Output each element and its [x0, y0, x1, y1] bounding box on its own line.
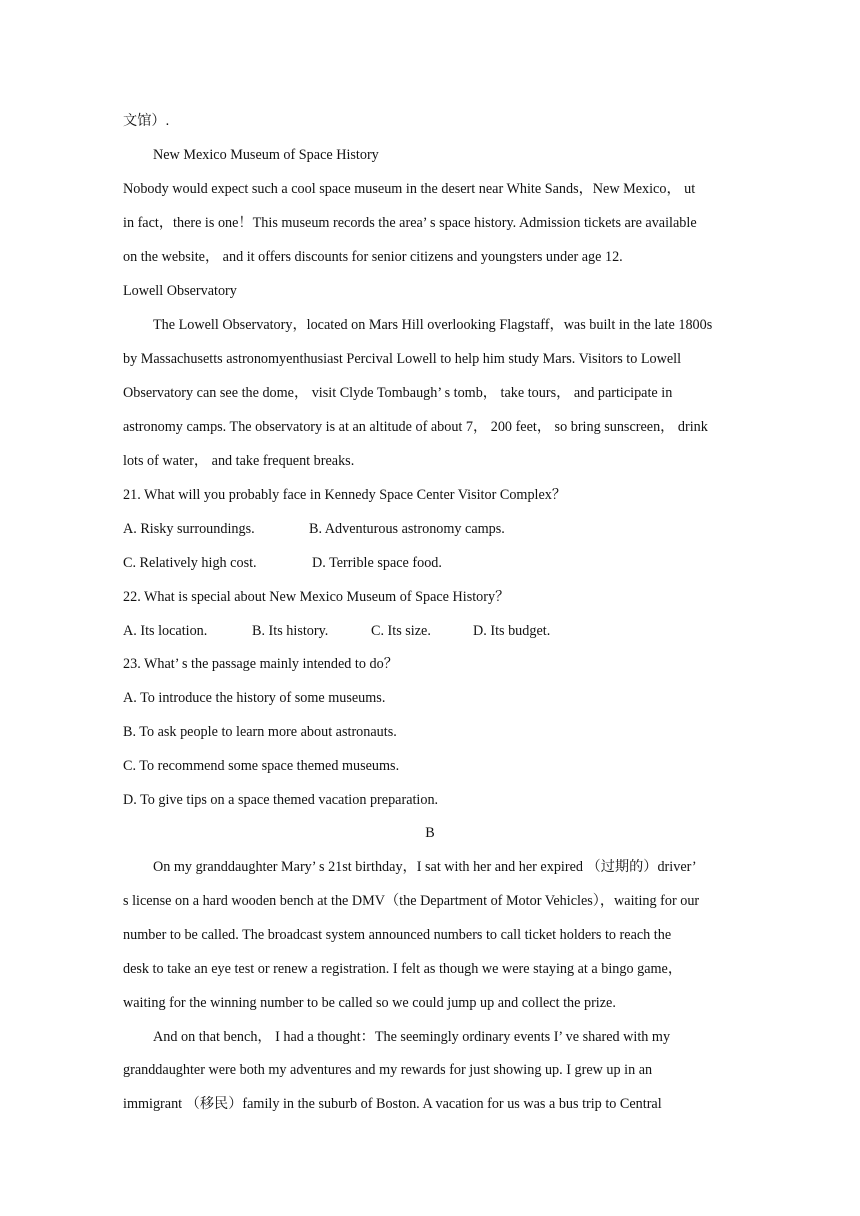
options-row [123, 519, 743, 539]
options-row [123, 553, 743, 573]
museum-title: New Mexico Museum of Space History [153, 147, 379, 163]
paragraph-line: astronomy camps. The observatory is at an altitude of about 7， 200 feet， so bring sunscreen， drink [123, 419, 708, 435]
paragraph-line: Observatory can see the dome， visit Clyde Tombaugh’ s tomb， take tours， and participate in [123, 385, 673, 401]
paragraph-line: waiting for the winning number to be called so we could jump up and collect the prize. [123, 995, 616, 1011]
observatory-title: Lowell Observatory [123, 283, 237, 299]
option: C. Its size. [371, 623, 431, 639]
option: D. To give tips on a space themed vacation preparation. [123, 792, 439, 808]
option: A. Its location. [123, 623, 208, 639]
option: B. Adventurous astronomy camps. [309, 521, 505, 537]
option: D. Terrible space food. [312, 555, 442, 571]
paragraph-line: And on that bench， I had a thought：The seemingly ordinary events I’ ve shared with my [153, 1029, 671, 1045]
option: A. Risky surroundings. [123, 521, 255, 537]
question-stem: 23. What’ s the passage mainly intended to do？ [123, 656, 398, 672]
option: C. To recommend some space themed museums. [123, 758, 400, 774]
paragraph-line: immigrant （移民）family in the suburb of Boston. A vacation for us was a bus trip to Central [123, 1096, 662, 1112]
paragraph-line: by Massachusetts astronomyenthusiast Percival Lowell to help him study Mars. Visitors to Lowell [123, 351, 682, 367]
paragraph-line: Nobody would expect such a cool space museum in the desert near White Sands，New Mexico， ut [123, 181, 696, 197]
paragraph-line: on the website， and it offers discounts for senior citizens and youngsters under age 12. [123, 249, 623, 265]
option: C. Relatively high cost. [123, 555, 257, 571]
option: B. To ask people to learn more about astronauts. [123, 724, 397, 740]
paragraph-line: granddaughter were both my adventures and my rewards for just showing up. I grew up in an [123, 1062, 653, 1078]
paragraph-line: in fact，there is one！This museum records the area’ s space history. Admission tickets are available [123, 215, 697, 231]
options-row [123, 621, 743, 641]
paragraph-line: desk to take an eye test or renew a registration. I felt as though we were staying at a bingo game， [123, 961, 683, 977]
question-stem: 21. What will you probably face in Kennedy Space Center Visitor Complex？ [123, 487, 567, 503]
paragraph-line: lots of water， and take frequent breaks. [123, 453, 355, 469]
paragraph-line: On my granddaughter Mary’ s 21st birthday，I sat with her and her expired （过期的）driver’ [153, 859, 697, 875]
section-heading: B [425, 825, 435, 841]
intro-tail: 文馆）. [123, 113, 170, 129]
paragraph-line: number to be called. The broadcast system announced numbers to call ticket holders to reach the [123, 927, 672, 943]
question-stem: 22. What is special about New Mexico Museum of Space History？ [123, 589, 510, 605]
option: A. To introduce the history of some museums. [123, 690, 386, 706]
option: D. Its budget. [473, 623, 551, 639]
paragraph-line: The Lowell Observatory，located on Mars Hill overlooking Flagstaff，was built in the late 1800s [153, 317, 713, 333]
paragraph-line: s license on a hard wooden bench at the DMV（the Department of Motor Vehicles），waiting for our [123, 893, 700, 909]
option: B. Its history. [252, 623, 329, 639]
